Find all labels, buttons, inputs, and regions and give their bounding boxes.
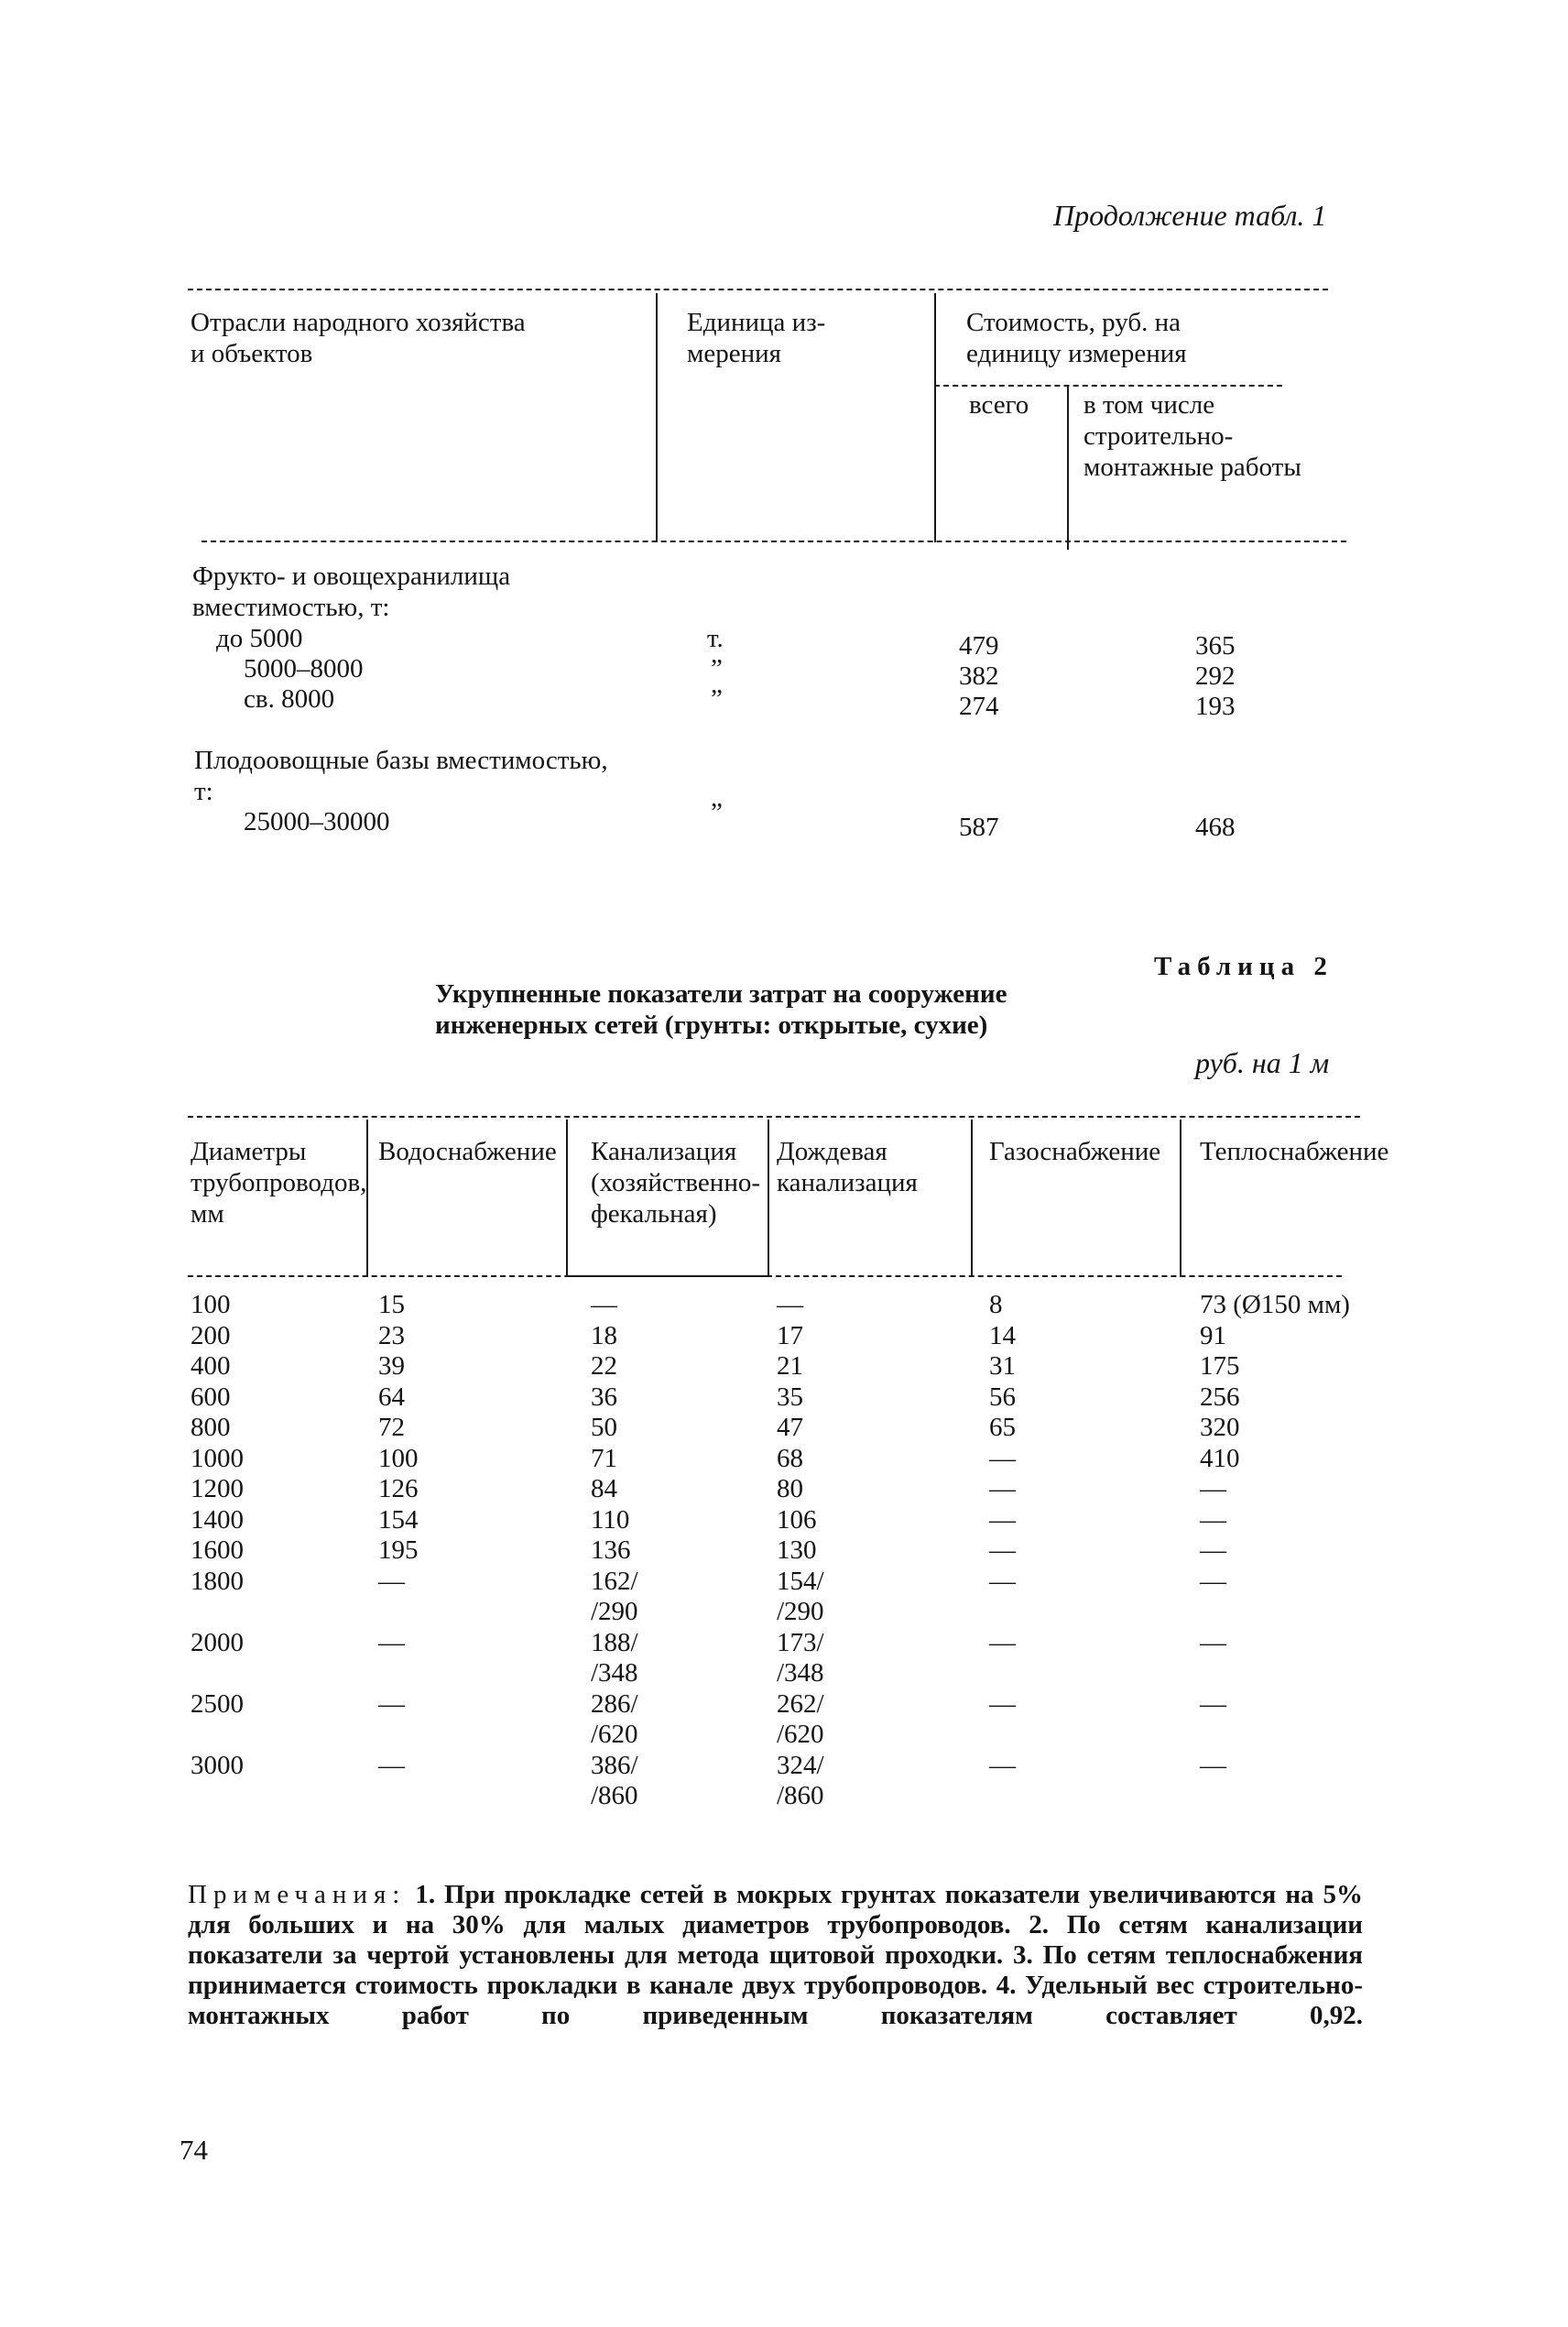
table2-cell-diameter: 2500 (191, 1688, 244, 1719)
table1-row-construction: 468 (1195, 813, 1236, 842)
table2-cell-water: 64 (378, 1382, 405, 1412)
table2-cell-gas: — (989, 1688, 1016, 1719)
table2-cell-storm: 154/ (777, 1566, 824, 1596)
table2-cell-water: — (378, 1688, 405, 1719)
table2-cell-sewer: 22 (591, 1351, 617, 1381)
table2-cell-sewer: 136 (591, 1535, 631, 1565)
table2-header-sewer: Канализация (хозяйственно-фекальная) (591, 1137, 761, 1229)
table2-cell-sewer: 286/ (591, 1688, 638, 1719)
table2-cell-gas: — (989, 1443, 1016, 1473)
continuation-caption: Продолжение табл. 1 (1053, 199, 1327, 232)
table2-cell-diameter: 1200 (191, 1474, 244, 1503)
table2-title-line2: инженерных сетей (грунты: открытые, сухие) (435, 1011, 988, 1040)
table2-cell-gas (989, 1658, 1016, 1689)
table2-cell-sewer: /290 (591, 1597, 638, 1626)
table1-header-cost: Стоимость, руб. на единицу измерения (966, 308, 1187, 368)
table2-cell-gas: 31 (989, 1351, 1016, 1381)
table1-vline-1 (656, 293, 658, 542)
table2-header-gas: Газоснабжение (989, 1137, 1161, 1166)
table2-col-heat (1200, 1290, 1350, 1812)
table2-cell-water (378, 1597, 419, 1628)
table2-cell-sewer: 18 (591, 1320, 617, 1350)
table2-cell-diameter: 1400 (191, 1504, 244, 1535)
table2-cell-sewer: /620 (591, 1720, 638, 1749)
table1-row-construction: 365 (1195, 631, 1236, 661)
table1-group-bases-title: Плодоовощные базы вместимостью, т: (194, 746, 608, 806)
table2-cell-gas: — (989, 1474, 1016, 1503)
table2-cell-sewer: — (591, 1290, 617, 1319)
table2-cell-sewer: 162/ (591, 1566, 638, 1596)
notes-label: Примечания: (188, 1880, 407, 1909)
table2-cell-sewer: 188/ (591, 1627, 638, 1657)
table2-cell-diameter: 1800 (191, 1566, 244, 1596)
table1-row-construction: 292 (1195, 661, 1236, 691)
table2-cell-storm: 35 (777, 1382, 803, 1412)
table2-cell-gas: 56 (989, 1382, 1016, 1412)
table1-row-total: 274 (959, 692, 999, 721)
table2-cell-storm: /620 (777, 1720, 824, 1749)
table1-row-total: 479 (959, 631, 999, 661)
table2-cell-heat: — (1200, 1535, 1226, 1565)
table1-row-total: 382 (959, 661, 999, 691)
table2-cell-heat (1200, 1597, 1350, 1628)
notes-text: 1. При прокладке сетей в мокрых грунтах показатели увеличиваются на 5% для больших и на 30% для малых диаметров трубопроводов. 2. По сетям канализации показатели за чертой установлены для метода щитовой проходки. 3. По сетям теплоснабжения принимается стоимость прокладки в канале двух трубопроводов. 4. Удельный вес строительно-монтажных работ по приведенным показателям составляет 0,92. (188, 1880, 1363, 2030)
table2-cell-gas (989, 1781, 1016, 1812)
table1-top-rule (188, 289, 1328, 290)
table2-cell-storm: 47 (777, 1413, 803, 1442)
table2-label: Таблица 2 (1154, 952, 1334, 981)
table2-cell-gas: — (989, 1566, 1016, 1596)
table2-cell-heat: — (1200, 1750, 1226, 1780)
table1-row-unit: т. (707, 624, 724, 653)
table2-col-gas (989, 1290, 1016, 1812)
table2-cell-heat (1200, 1658, 1350, 1689)
table2-cell-gas: 65 (989, 1413, 1016, 1442)
table2-cell-storm: 68 (777, 1443, 803, 1473)
table2-cell-sewer: 386/ (591, 1750, 638, 1780)
table1-header-unit: Единица из-мерения (687, 308, 826, 368)
table2-cell-gas: 14 (989, 1320, 1016, 1350)
table2-cell-water: 195 (378, 1535, 419, 1565)
table2-col-storm (777, 1290, 824, 1812)
table2-cell-storm: 106 (777, 1504, 817, 1535)
table1-vline-2 (934, 293, 936, 542)
table2-cell-heat: — (1200, 1474, 1226, 1503)
table2-cell-gas: 8 (989, 1290, 1003, 1319)
table2-cell-diameter (191, 1597, 244, 1628)
table2-cell-sewer: 50 (591, 1413, 617, 1442)
table2-cell-heat: 256 (1200, 1382, 1240, 1412)
table2-vline-1 (366, 1120, 368, 1277)
table2-cell-heat: — (1200, 1627, 1226, 1657)
table2-cell-storm: /290 (777, 1597, 824, 1626)
table1-group-fruit-title: Фрукто- и овощехранилища вместимостью, т: (192, 562, 511, 622)
table2-cell-heat: 320 (1200, 1413, 1240, 1442)
table1-row-unit: ” (711, 798, 723, 827)
table2-cell-storm: 130 (777, 1535, 817, 1565)
table1-row-label: св. 8000 (244, 684, 335, 714)
table2-top-rule (188, 1116, 1360, 1118)
table2-header-storm: Дождевая канализация (777, 1137, 918, 1197)
table2-vline-4 (971, 1120, 973, 1277)
table1-header-construction: в том числе строительно-монтажные работы (1083, 390, 1301, 482)
notes-block (188, 1880, 1363, 2031)
table2-cell-diameter: 800 (191, 1413, 231, 1442)
table1-row-label: до 5000 (216, 624, 303, 653)
table2-cell-water: — (378, 1627, 405, 1657)
table2-title-line1: Укрупненные показатели затрат на сооружение (435, 979, 1007, 1009)
table1-row-total: 587 (959, 813, 999, 842)
table2-cell-heat: — (1200, 1688, 1226, 1719)
table2-cell-sewer: /348 (591, 1658, 638, 1688)
table2-cell-storm: — (777, 1290, 803, 1319)
table2-cell-storm: /860 (777, 1781, 824, 1810)
table2-vline-3 (768, 1120, 769, 1277)
table2-cell-heat: 91 (1200, 1320, 1226, 1350)
table2-cell-water: — (378, 1750, 405, 1780)
table2-cell-diameter (191, 1720, 244, 1751)
table2-cell-gas: — (989, 1504, 1016, 1535)
table1-header-bottom-rule (201, 541, 1346, 542)
table2-cell-diameter (191, 1658, 244, 1689)
table2-cell-diameter: 1600 (191, 1535, 244, 1565)
table2-header-heat: Теплоснабжение (1200, 1137, 1389, 1166)
table1-header-sector: Отрасли народного хозяйства и объектов (191, 308, 526, 368)
table2-cell-gas: — (989, 1750, 1016, 1780)
table1-row-unit: ” (711, 684, 723, 714)
table2-cell-gas (989, 1720, 1016, 1751)
table2-cell-heat: 73 (Ø150 мм) (1200, 1290, 1350, 1319)
table2-cell-diameter: 400 (191, 1351, 231, 1381)
table1-row-construction: 193 (1195, 692, 1236, 721)
table2-cell-water: 39 (378, 1351, 405, 1381)
table1-row-label: 5000–8000 (244, 654, 364, 683)
table2-cell-heat (1200, 1781, 1350, 1812)
table2-cell-storm: 324/ (777, 1750, 824, 1780)
table2-cell-storm: /348 (777, 1658, 824, 1688)
table2-col-water (378, 1290, 419, 1812)
table2-cell-heat (1200, 1720, 1350, 1751)
table2-cell-water (378, 1658, 419, 1689)
table2-cell-diameter: 3000 (191, 1750, 244, 1780)
table2-cell-diameter: 200 (191, 1320, 231, 1350)
table2-cell-heat: — (1200, 1504, 1226, 1535)
table2-cell-storm: 262/ (777, 1688, 824, 1719)
table2-header-diameter: Диаметры трубопроводов, мм (191, 1137, 367, 1229)
page-number: 74 (180, 2134, 208, 2166)
table2-cell-sewer: 110 (591, 1504, 630, 1535)
table2-cell-water: 72 (378, 1413, 405, 1442)
table2-cell-gas: — (989, 1627, 1016, 1657)
table2-cell-diameter: 100 (191, 1290, 231, 1319)
table2-cell-water: 15 (378, 1290, 405, 1319)
table2-cell-sewer: 84 (591, 1474, 617, 1503)
table2-cell-water: — (378, 1566, 405, 1596)
table2-header-solid-rule (568, 1275, 768, 1277)
table2-cell-sewer: /860 (591, 1781, 638, 1810)
table2-cell-storm: 80 (777, 1474, 803, 1503)
table2-cell-water (378, 1781, 419, 1812)
table2-units: руб. на 1 м (1195, 1046, 1330, 1079)
table2-col-sewer (591, 1290, 638, 1812)
table2-header-water: Водоснабжение (378, 1137, 557, 1166)
table2-cell-sewer: 71 (591, 1443, 617, 1473)
table2-cell-heat: 175 (1200, 1351, 1240, 1381)
table2-cell-diameter: 600 (191, 1382, 231, 1412)
table2-cell-water: 23 (378, 1320, 405, 1350)
table2-cell-storm: 173/ (777, 1627, 824, 1657)
table2-vline-5 (1180, 1120, 1181, 1277)
table1-vline-3 (1067, 385, 1069, 550)
table2-cell-water: 100 (378, 1443, 419, 1473)
table2-cell-gas (989, 1597, 1016, 1628)
table1-row-label: 25000–30000 (244, 807, 390, 836)
table2-vline-2 (566, 1120, 568, 1277)
table2-cell-storm: 21 (777, 1351, 803, 1381)
table2-cell-storm: 17 (777, 1320, 803, 1350)
table2-cell-diameter: 2000 (191, 1627, 244, 1657)
table2-cell-heat: 410 (1200, 1443, 1240, 1473)
table2-cell-diameter (191, 1781, 244, 1812)
table2-col-diameter (191, 1290, 244, 1812)
table2-cell-water: 126 (378, 1474, 419, 1503)
table2-cell-gas: — (989, 1535, 1016, 1565)
table2-cell-water: 154 (378, 1504, 419, 1535)
table1-subheader-rule (934, 385, 1282, 387)
table2-cell-water (378, 1720, 419, 1751)
table2-cell-diameter: 1000 (191, 1443, 244, 1473)
table2-cell-heat: — (1200, 1566, 1226, 1596)
table1-row-unit: ” (711, 654, 723, 683)
table2-cell-sewer: 36 (591, 1382, 617, 1412)
table1-header-total: всего (969, 390, 1029, 420)
